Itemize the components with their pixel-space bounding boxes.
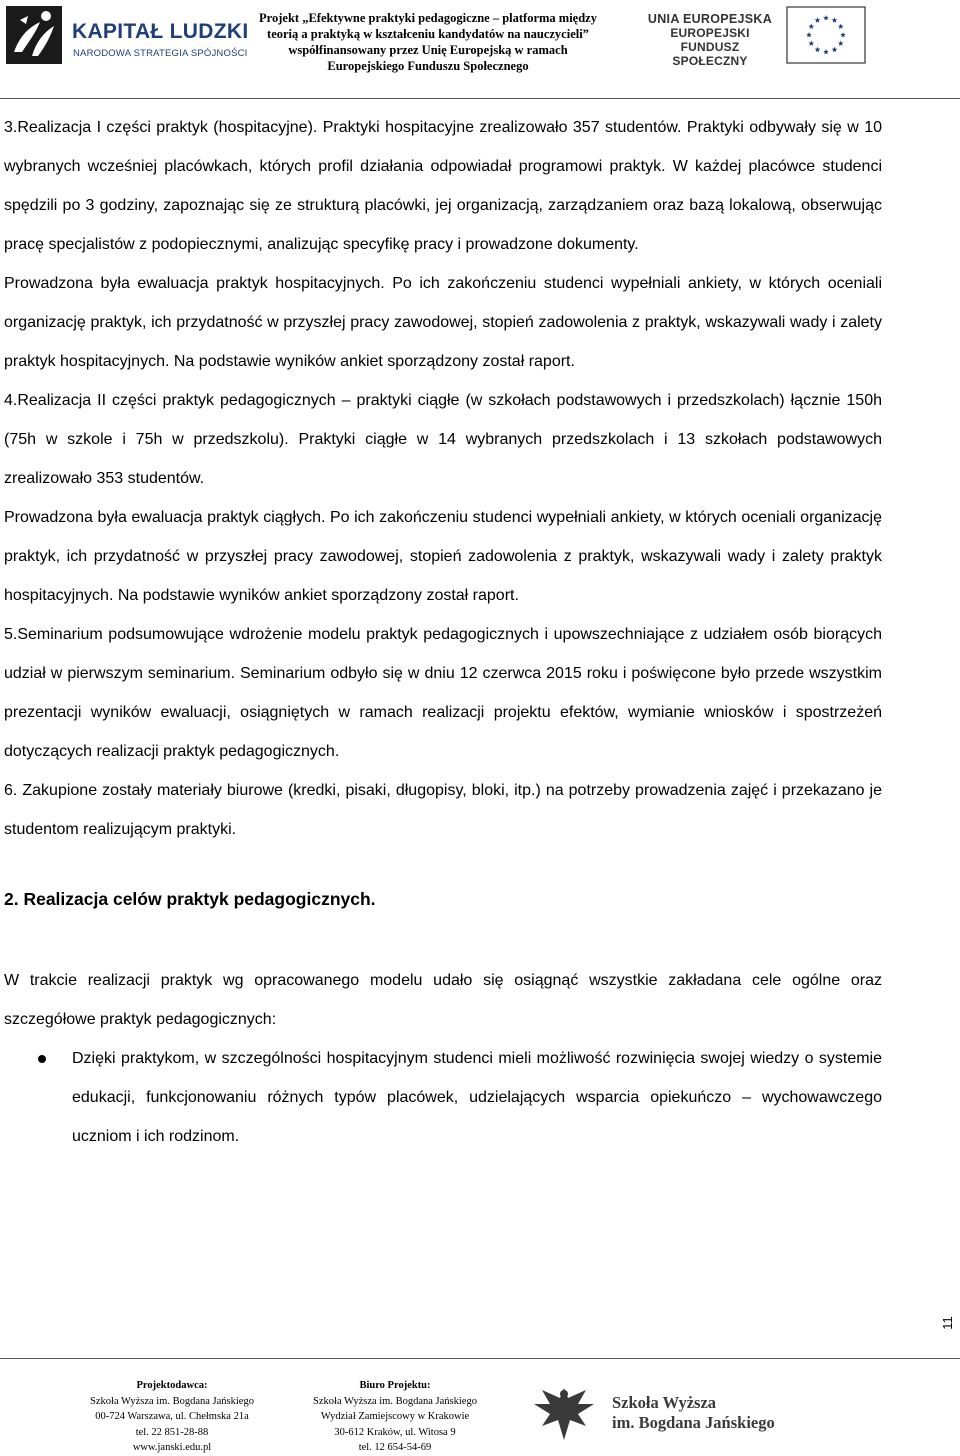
eu-line: UNIA EUROPEJSKA [647, 12, 773, 26]
footer-divider [0, 1358, 960, 1359]
page-header [0, 0, 960, 100]
project-line: teorią a praktyką w kształceniu kandydatów na nauczycieli” [267, 27, 589, 41]
footer-line: Szkoła Wyższa im. Bogdana Jańskiego [313, 1395, 477, 1407]
footer-website[interactable]: www.janski.edu.pl [132, 1442, 212, 1453]
paragraph: Prowadzona była ewaluacja praktyk ciągłych. Po ich zakończeniu studenci wypełniali ankiety, w których oceniali organizację praktyk, ich przydatność w przyszłej pracy zawodowej, stopień zadowolenia z praktyk, wskazywali wady i zalety praktyk hospitacyjnych. Na podstawie wyników ankiet sporządzony został raport. [4, 509, 882, 604]
footer-biuro-projektu [290, 1378, 500, 1456]
footer-line: 30-612 Kraków, ul. Witosa 9 [334, 1426, 456, 1438]
eu-fund-label [645, 12, 775, 68]
eu-line: EUROPEJSKI [670, 26, 750, 40]
footer-heading: Biuro Projektu: [359, 1380, 431, 1391]
eagle-emblem-icon [528, 1380, 600, 1448]
document-body [4, 108, 882, 1156]
list-item-text: Dzięki praktykom, w szczególności hospitacyjnym studenci mieli możliwość rozwinięcia swojej wiedzy o systemie edukacji, funkcjonowaniu różnych typów placówek, udzielających wsparcia opiekuńczo – wychowawczego uczniom i ich rodzinom. [72, 1050, 882, 1145]
paragraph: 4.Realizacja II części praktyk pedagogicznych – praktyki ciągłe (w szkołach podstawowych i przedszkolach) łącznie 150h (75h w szkole i 75h w przedszkolu). Praktyki ciągłe w 14 wybranych przedszkolach i 13 szkołach podstawowych zrealizowało 353 studentów. [4, 392, 882, 487]
page-number: 11 [940, 1316, 955, 1330]
kapital-ludzki-subtitle: NARODOWA STRATEGIA SPÓJNOŚCI [73, 48, 248, 59]
kapital-ludzki-logo [6, 6, 249, 66]
paragraph: 6. Zakupione zostały materiały biurowe (kredki, pisaki, długopisy, bloki, itp.) na potrzeby prowadzenia zajęć i przekazano je studentom realizującym praktyki. [4, 782, 882, 838]
footer-line: Wydział Zamiejscowy w Krakowie [320, 1411, 470, 1422]
eu-line: FUNDUSZ SPOŁECZNY [672, 40, 748, 68]
footer-line: Szkoła Wyższa im. Bogdana Jańskiego [90, 1395, 254, 1407]
bullet-list [4, 1039, 882, 1156]
kapital-ludzki-title: KAPITAŁ LUDZKI [72, 20, 249, 43]
footer-line: 00-724 Warszawa, ul. Chełmska 21a [95, 1411, 249, 1422]
eu-flag-icon [786, 6, 866, 64]
footer-heading: Projektodawca: [136, 1380, 208, 1391]
school-name [612, 1393, 775, 1433]
project-line: współfinansowany przez Unię Europejską w ramach [288, 43, 568, 57]
paragraph: 3.Realizacja I części praktyk (hospitacyjne). Praktyki hospitacyjne zrealizowało 357 studentów. Praktyki odbywały się w 10 wybranych wcześniej placówkach, których profil działania odpowiadał programowi praktyk. W każdej placówce studenci spędzili po 3 godziny, zapoznając się ze strukturą placówki, jej organizacją, zarządzaniem oraz bazą lokalową, obserwując pracę specjalistów z podopiecznymi, analizując specyfikę pracy i prowadzone dokumenty. [4, 119, 882, 253]
paragraph: W trakcie realizacji praktyk wg opracowanego modelu udało się osiągnąć wszystkie zakładana cele ogólne oraz szczegółowe praktyk pedagogicznych: [4, 972, 882, 1028]
footer-line: tel. 22 851-28-88 [135, 1426, 209, 1438]
header-divider [0, 98, 960, 99]
paragraph: Prowadzona była ewaluacja praktyk hospitacyjnych. Po ich zakończeniu studenci wypełniali ankiety, w których oceniali organizację praktyk, ich przydatność w przyszłej pracy zawodowej, stopień zadowolenia z praktyk, wskazywali wady i zalety praktyk hospitacyjnych. Na podstawie wyników ankiet sporządzony został raport. [4, 275, 882, 370]
kapital-ludzki-emblem-icon [6, 6, 62, 64]
footer-projektodawca [72, 1378, 272, 1456]
paragraph: 5.Seminarium podsumowujące wdrożenie modelu praktyk pedagogicznych i upowszechniające z udziałem osób biorących udział w pierwszym seminarium. Seminarium odbyło się w dniu 12 czerwca 2015 roku i poświęcone było przede wszystkim prezentacji wyników ewaluacji, osiągniętych w ramach realizacji projektu efektów, wymianie wniosków i spostrzeżeń dotyczących realizacji praktyk pedagogicznych. [4, 626, 882, 760]
school-name-line: im. Bogdana Jańskiego [612, 1413, 775, 1432]
footer-line: tel. 12 654-54-69 [358, 1442, 432, 1453]
list-item [4, 1039, 882, 1156]
project-line: Projekt „Efektywne praktyki pedagogiczne – platforma między [259, 11, 597, 25]
school-name-line: Szkoła Wyższa [612, 1393, 717, 1412]
section-heading: 2. Realizacja celów praktyk pedagogicznych. [4, 889, 376, 909]
project-line: Europejskiego Funduszu Społecznego [327, 59, 529, 73]
project-description [243, 10, 613, 74]
bullet-icon [38, 1055, 46, 1063]
